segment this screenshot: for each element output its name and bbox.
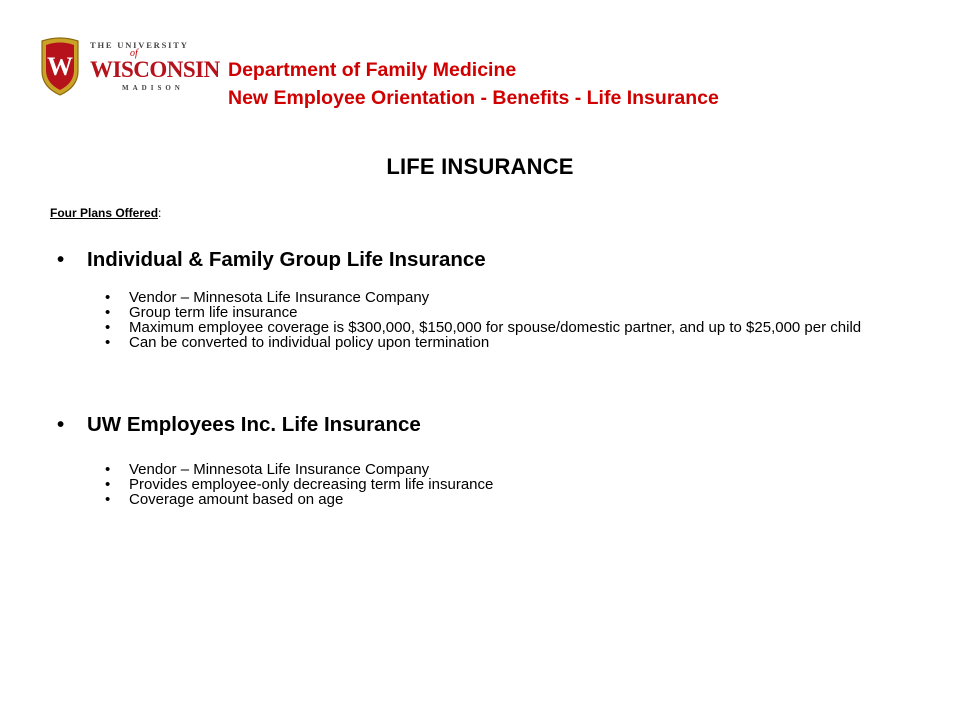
- section-heading-group-life: [57, 248, 486, 272]
- bullet: •: [105, 491, 111, 508]
- section-heading-uw-employees: [57, 413, 421, 437]
- header-department: Department of Family Medicine: [228, 59, 517, 81]
- bullet: •: [57, 248, 65, 271]
- uw-madison-logo: [38, 37, 220, 99]
- list-item-text: Vendor – Minnesota Life Insurance Company: [129, 461, 430, 478]
- list-item: [105, 320, 925, 335]
- bullet: •: [105, 319, 111, 336]
- list-item-text: Coverage amount based on age: [129, 491, 344, 508]
- bullet: •: [105, 461, 111, 478]
- svg-text:W: W: [47, 52, 73, 81]
- list-item-text: Can be converted to individual policy upon termination: [129, 334, 490, 351]
- page-title: LIFE INSURANCE: [386, 154, 574, 179]
- logo-main-text: WISCONSIN: [90, 57, 220, 82]
- logo-sub-text: MADISON: [122, 84, 184, 92]
- logo-wordmark: [90, 39, 230, 93]
- section-heading-text: UW Employees Inc. Life Insurance: [87, 413, 421, 436]
- list-item-text: Group term life insurance: [129, 304, 298, 321]
- section-items-group-life: [105, 290, 925, 350]
- list-item: [105, 305, 925, 320]
- uw-crest-icon: [38, 37, 82, 97]
- bullet: •: [105, 289, 111, 306]
- list-item: [105, 290, 925, 305]
- list-item: [105, 462, 925, 477]
- plans-label-text: Four Plans Offered: [50, 206, 159, 220]
- bullet: •: [105, 334, 111, 351]
- logo-of-text: of: [130, 48, 138, 59]
- section-heading-text: Individual & Family Group Life Insurance: [87, 248, 486, 271]
- bullet: •: [57, 413, 65, 436]
- plans-label-colon: :: [158, 206, 162, 220]
- section-items-uw-employees: [105, 462, 925, 507]
- list-item-text: Maximum employee coverage is $300,000, $150,000 for spouse/domestic partner, and up to $25,000 per child: [129, 319, 862, 336]
- list-item-text: Vendor – Minnesota Life Insurance Company: [129, 289, 430, 306]
- plans-label: [50, 206, 161, 220]
- logo-top-text: THE UNIVERSITY: [90, 40, 189, 50]
- bullet: •: [105, 476, 111, 493]
- list-item-text: Provides employee-only decreasing term life insurance: [129, 476, 494, 493]
- list-item: [105, 477, 925, 492]
- page-header: [228, 56, 719, 112]
- list-item: [105, 492, 925, 507]
- bullet: •: [105, 304, 111, 321]
- list-item: [105, 335, 925, 350]
- header-subtitle: New Employee Orientation - Benefits - Life Insurance: [228, 87, 719, 109]
